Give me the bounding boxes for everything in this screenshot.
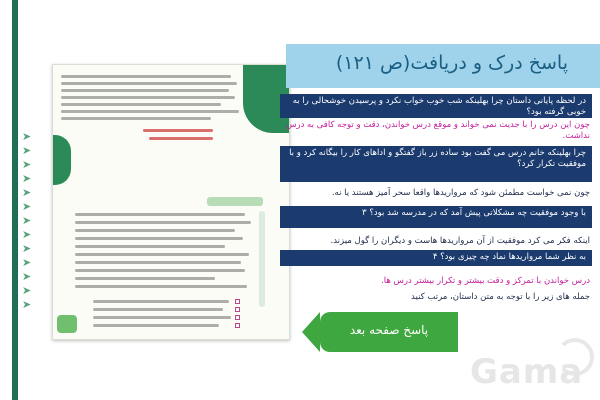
question-block-2 xyxy=(280,146,592,182)
instruction-text: جمله های زیر را با توجه به متن داستان، مرتب کنید xyxy=(411,292,590,302)
answer-text: اینکه فکر می کرد موفقیت از آن مرواریدها هاست و دیگران را گول میزند. xyxy=(330,236,590,246)
question-block-4 xyxy=(280,250,592,266)
arrow-icon: ➤ xyxy=(22,256,32,269)
question-text: به نظر شما مرواریدها نماد چه چیزی بود؟ ۴ xyxy=(432,252,586,262)
arrow-icon: ➤ xyxy=(22,158,32,171)
arrow-icon: ➤ xyxy=(22,284,32,297)
question-text: با وجود موفقیت چه مشکلاتی پیش آمد که در مدرسه شد بود؟ ۳ xyxy=(362,208,586,218)
arrow-icon: ➤ xyxy=(22,270,32,283)
page-title: پاسخ درک و دریافت(ص ۱۲۱) xyxy=(335,52,568,74)
section-side-rail xyxy=(259,211,265,307)
answer-text: درس خواندن با تمرکز و دقت بیشتر و تکرار بیشتر درس ها. xyxy=(381,276,590,286)
arrow-icon: ➤ xyxy=(22,228,32,241)
section-heading-tab xyxy=(207,197,263,206)
arrow-icon: ➤ xyxy=(22,130,32,143)
left-green-strip xyxy=(12,0,18,400)
question-text: چرا بهلینکه خانم درس می گفت بود ساده زر باز گفتگو و اداهای کار را بیگانه کرد و با موفقیت تکرار کرد؟ xyxy=(289,148,586,169)
arrow-icon: ➤ xyxy=(22,200,32,213)
arrow-icon: ➤ xyxy=(22,298,32,311)
arrow-icon: ➤ xyxy=(22,186,32,199)
arrow-icon: ➤ xyxy=(22,144,32,157)
textbook-page-image xyxy=(52,64,290,340)
left-decor-bar xyxy=(0,0,20,400)
question-block-1 xyxy=(280,94,592,118)
leaf-decoration xyxy=(53,135,71,185)
arrow-icon: ➤ xyxy=(22,172,32,185)
arrow-decor-column xyxy=(22,130,46,330)
arrow-icon: ➤ xyxy=(22,214,32,227)
page-number-badge xyxy=(57,315,77,333)
arrow-icon: ➤ xyxy=(22,242,32,255)
gama-logo: Gama xyxy=(470,352,584,392)
answer-text: چون این درس را با جدیت نمی خواند و موقع درس خواندن، دقت و توجه کافی به درس نداشت. xyxy=(286,120,590,141)
next-page-answer-button[interactable] xyxy=(320,312,458,352)
question-block-3 xyxy=(280,206,592,228)
next-page-button-label: پاسخ صفحه بعد xyxy=(349,323,429,337)
title-banner xyxy=(286,44,600,88)
question-text: در لحظه پایانی داستان چرا بهلینکه شب خوب خواب نکرد و پرسیدن خوشحالی را به خوبی گرفته بود؟ xyxy=(292,96,586,117)
answer-text: چون نمی خواست مطمئن شود که مرواریدها واقعا سحر آمیز هستند یا نه. xyxy=(331,188,590,198)
